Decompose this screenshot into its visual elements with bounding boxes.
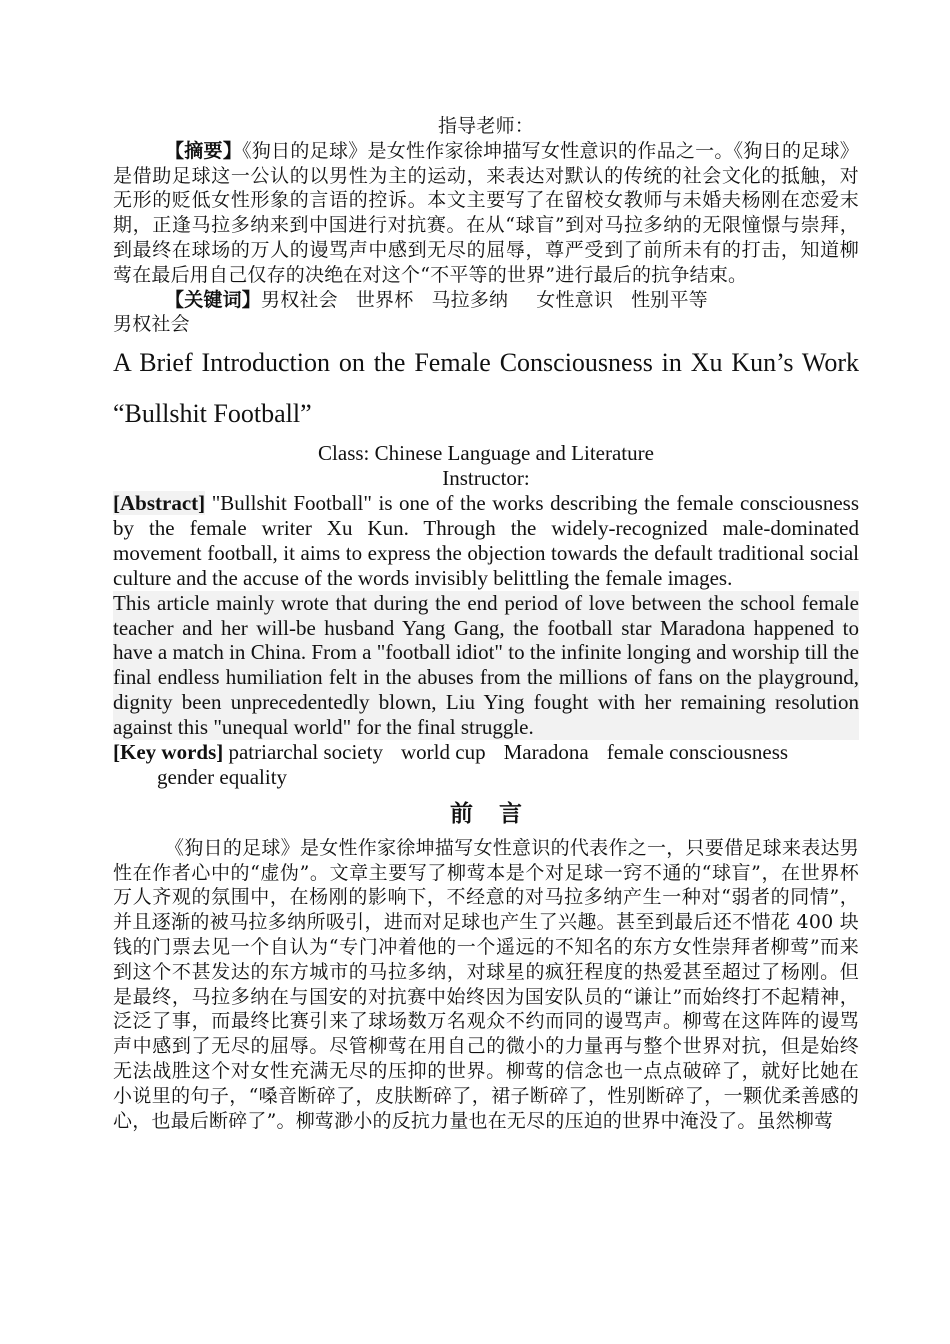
en-title-line1: A Brief Introduction on the Female Consciousness in Xu Kun’s Work bbox=[113, 348, 859, 378]
zh-keyword-3: 马拉多纳 bbox=[431, 288, 509, 311]
zh-keyword-1: 男权社会 bbox=[261, 288, 338, 311]
zh-keyword-2: 世界杯 bbox=[355, 288, 414, 311]
en-title bbox=[113, 337, 859, 439]
zh-abstract bbox=[113, 139, 859, 288]
zh-keyword-5: 性别平等 bbox=[631, 288, 708, 311]
en-abstract-p1-text: "Bullshit Football" is one of the works describing the female consciousness by the female writer Xu Kun. Through the widely-recognized male-dominated movement football, it aims to express the objection towards the default traditional social culture and the accuse of the words invisibly belittling the female images. bbox=[113, 490, 859, 590]
en-abstract-label: [Abstract] bbox=[113, 490, 206, 515]
en-keyword-1: patriarchal society bbox=[228, 740, 383, 765]
zh-keyword-6: 男权社会 bbox=[113, 313, 190, 336]
en-keywords bbox=[113, 740, 859, 790]
en-abstract-p1 bbox=[113, 491, 859, 591]
en-class-line: Class: Chinese Language and Literature bbox=[318, 441, 654, 466]
zh-keywords-label: 【关键词】 bbox=[165, 288, 262, 311]
en-instructor-line: Instructor: bbox=[442, 466, 530, 491]
en-keyword-2: world cup bbox=[401, 740, 486, 765]
zh-instructor-line: 指导老师： bbox=[437, 115, 534, 137]
preface-title: 前言 bbox=[450, 799, 548, 827]
preface-text: 《狗日的足球》是女性作家徐坤描写女性意识的代表作之一，只要借足球来表达男性在作者心中的“虚伪”。文章主要写了柳莺本是个对足球一窍不通的“球盲”，在世界杯万人齐观的氛围中，在杨刚的影响下，不经意的对马拉多纳产生一种对“弱者的同情”，并且逐渐的被马拉多纳所吸引，进而对足球也产生了兴趣。甚至到最后还不惜花 400 块钱的门票去见一个自认为“专门冲着他的一个遥远的不知名的东方女性崇拜者柳莺”而来到这个不甚发达的东方城市的马拉多纳，对球星的疯狂程度的热爱甚至超过了杨刚。但是最终，马拉多纳在与国安的对抗赛中始终因为国安队员的“谦让”而始终打不起精神，泛泛了事，而最终比赛引来了球场数万名观众不约而同的谩骂声。柳莺在这阵阵的谩骂声中感到了无尽的屈辱。尽管柳莺在用自己的微小的力量再与整个世界对抗，但是始终无法战胜这个对女性充满无尽的压抑的世界。柳莺的信念也一点点破碎了，就好比她在小说里的句子，“嗓音断碎了，皮肤断碎了，裙子断碎了，性别断碎了，一颗优柔善感的心，也最后断碎了”。柳莺渺小的反抗力量也在无尽的压迫的世界中淹没了。虽然柳莺 bbox=[113, 836, 859, 1132]
en-abstract-p2: This article mainly wrote that during the end period of love between the school female teacher and her will-be husband Yang Gang, the football star Maradona happened to have a match in China. From a "football idiot" to the infinite longing and worship till the final endless humiliation felt in the abuses from the millions of fans on the playground, dignity been unprecedentedly blown, Liu Ying fought with her remaining resolution against this "unequal world" for the final struggle. bbox=[113, 590, 859, 740]
document-page bbox=[113, 114, 859, 1133]
en-keyword-5: gender equality bbox=[157, 764, 288, 789]
en-keyword-4: female consciousness bbox=[606, 740, 789, 765]
en-keywords-label: [Key words] bbox=[113, 740, 224, 765]
zh-keyword-4: 女性意识 bbox=[536, 288, 614, 311]
zh-keywords bbox=[113, 288, 859, 338]
en-keyword-3: Maradona bbox=[503, 740, 589, 765]
zh-abstract-label: 【摘要】 bbox=[165, 139, 243, 162]
zh-abstract-text: 《狗日的足球》是女性作家徐坤描写女性意识的作品之一。《狗日的足球》是借助足球这一公认的以男性为主的运动，来表达对默认的传统的社会文化的抵触，对无形的贬低女性形象的言语的控诉。本文主要写了在留校女教师与未婚夫杨刚在恋爱末期，正逢马拉多纳来到中国进行对抗赛。在从“球盲”到对马拉多纳的无限憧憬与崇拜，到最终在球场的万人的谩骂声中感到无尽的屈辱，尊严受到了前所未有的打击，知道柳莺在最后用自己仅存的决绝在对这个“不平等的世界”进行最后的抗争结束。 bbox=[113, 139, 859, 286]
en-title-line2: “Bullshit Football” bbox=[113, 399, 312, 429]
